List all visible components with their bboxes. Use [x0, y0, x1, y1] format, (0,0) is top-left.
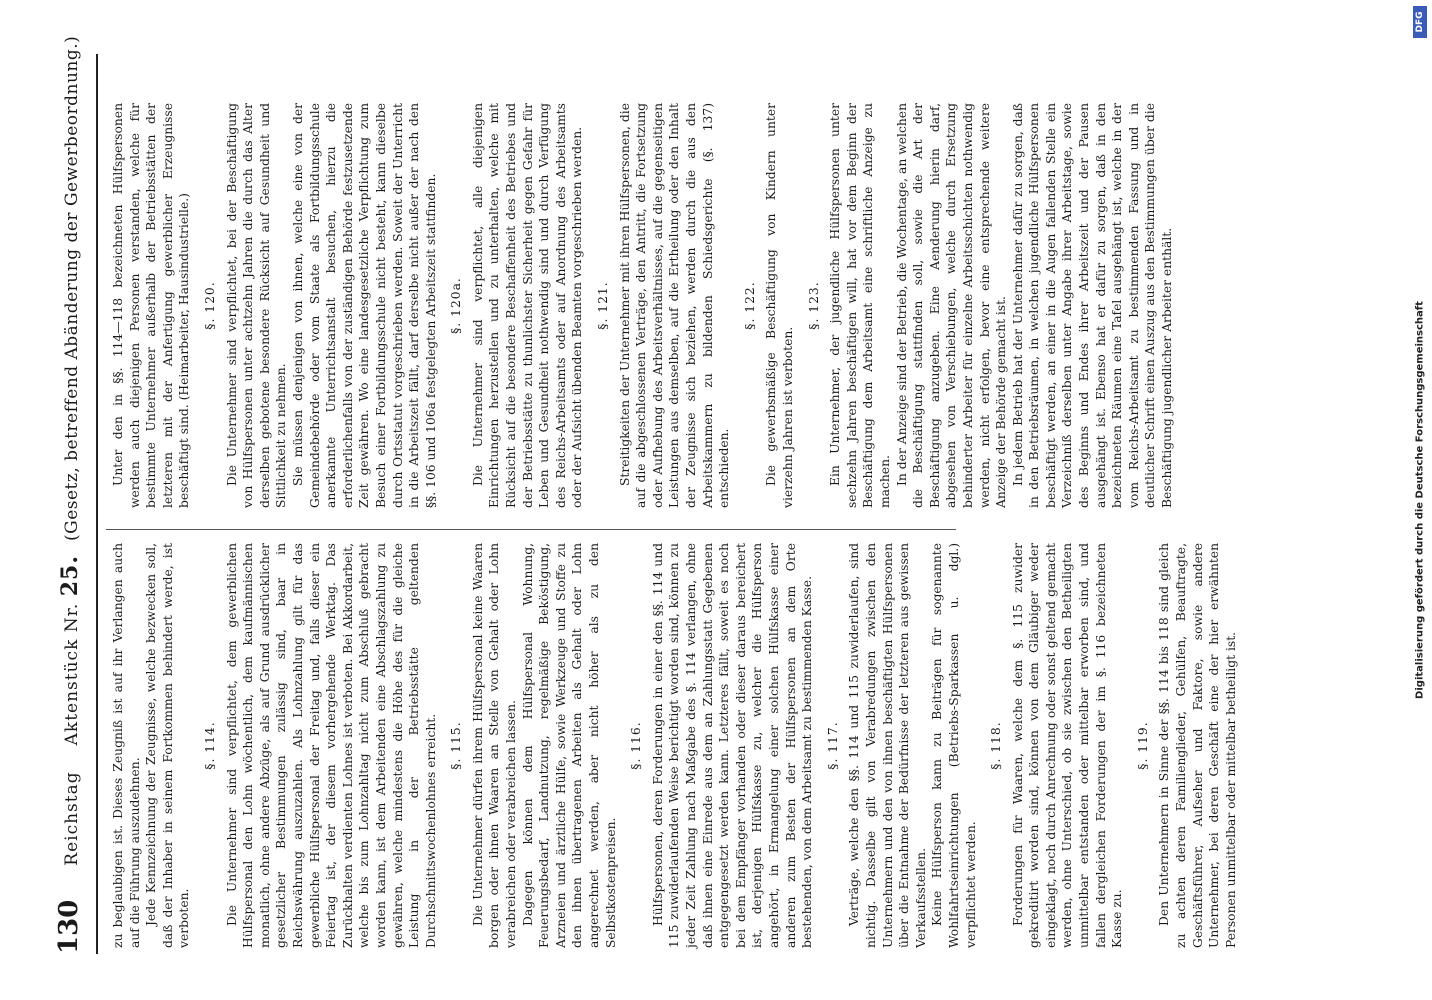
rotated-page	[26, 30, 1406, 970]
section-117-text-b: Keine Hülfsperson kann zu Beiträgen für sogenannte Wohlfahrtseinrichtungen (Betriebs-Sparkassen u. dgl.) verpflichtet werden.	[930, 543, 978, 948]
section-121-text: Streitigkeiten der Unternehmer mit ihren Hülfspersonen, die auf die abgeschlossenen Verträge, den Antritt, die Fortsetzung oder Aufhebung des Arbeitsverhältnisses, auf die gegenseitigen Leistungen aus demselben, auf die Ertheilung oder den Inhalt der Zeugnisse sich beziehen, werden durch die aus den Arbeitskammern zu bildenden Schiedsgerichte (§. 137) entschieden.	[617, 103, 732, 508]
section-heading-120: §. 120.	[202, 281, 217, 330]
section-heading-120a: §. 120a.	[449, 277, 464, 334]
section-heading-115: §. 115.	[449, 721, 464, 770]
section-120-text-b: Sie müssen denjenigen von ihnen, welche eine von der Gemeindebehörde oder vom Staate als Fortbildungsschule anerkannte Unterrichtsanstalt besuchen, hierzu die erforderlichenfalls von der zuständigen Behörde festzusetzende Zeit gewähren. Wo eine landesgesetzliche Verpflichtung zum Besuch einer Fortbildungsschule nicht besteht, kann dieselbe durch Ortsstatut vorgeschrieben werden. Soweit der Unterricht in die Arbeitszeit fällt, darf derselbe nicht außer der nach den §§. 106 und 106a festgelegten Arbeitszeit stattfinden.	[290, 103, 438, 508]
section-heading-122: §. 122.	[742, 281, 757, 330]
left-paragraph-1: zu beglaubigen ist. Dieses Zeugniß ist auf ihr Verlangen auch auf die Führung auszudehnen.	[111, 543, 142, 948]
column-divider	[106, 529, 956, 530]
section-116-text: Hülfspersonen, deren Forderungen in einer den §§. 114 und 115 zuwiderlaufenden Weise berichtigt worden sind, können zu jeder Zeit Zahlung nach Maßgabe des §. 114 verlangen, ohne daß ihnen eine Einrede aus dem an Zahlungsstatt Gegebenen entgegengesetzt werden kann. Letzteres fällt, soweit es noch bei dem Empfänger vorhanden oder dieser daraus bereichert ist, derjenigen Hülfskasse zu, welcher die Hülfsperson angehört, in Ermangelung einer solchen Hülfskasse einer anderen zum Besten der Hülfspersonen an dem Orte bestehenden, von dem Arbeitsamt zu bestimmenden Kasse.	[650, 543, 815, 948]
section-122-text: Die gewerbsmäßige Beschäftigung von Kindern unter vierzehn Jahren ist verboten.	[764, 103, 795, 508]
left-column	[110, 543, 1239, 948]
section-heading-117: §. 117.	[825, 721, 840, 770]
right-column	[110, 103, 1176, 508]
dfg-logo	[1413, 6, 1427, 38]
section-114-text: Die Unternehmer sind verpflichtet, dem gewerblichen Hülfspersonal den Lohn wöchentlich, dem kaufmännischen monatlich, ohne andere Abzüge, als auf Grund ausdrücklicher gesetzlicher Bestimmungen zulässig sind, baar in Reichswährung auszuzahlen. Als Lohnzahlung gilt für das gewerbliche Hülfspersonal der Freitag und, falls dieser ein Feiertag ist, der diesem vorhergehende Werktag. Das Zurückhalten verdienten Lohnes ist verboten. Bei Akkordarbeit, welche bis zum Lohnzahltag nicht zum Abschluß gebracht worden kann, ist dem Arbeitenden eine Abschlagszahlung zu gewähren, welche mindestens die Höhe des für die gleiche Leistung in der Betriebsstätte geltenden Durchschnittswochenlohnes erreicht.	[224, 543, 438, 948]
section-heading-118: §. 118.	[989, 721, 1004, 770]
section-115-text-a: Die Unternehmer dürfen ihrem Hülfspersonal keine Waaren borgen oder ihnen Waaren an Stelle von Gehalt oder Lohn verabreichen oder verabreichen lassen.	[470, 543, 519, 948]
section-119-text: Den Unternehmern in Sinne der §§. 114 bis 118 sind gleich zu achten deren Familienglieder, Gehülfen, Beauftragte, Geschäftsführer, Aufseher und Faktore, sowie andere Unternehmer, bei deren Geschäft eine der hier erwähnten Personen unmittelbar oder mittelbar betheiligt ist.	[1157, 543, 1238, 948]
document-label	[57, 555, 83, 745]
law-title: (Gesetz, betreffend Abänderung der Gewerbeordnung.)	[62, 35, 82, 541]
section-115-text-b: Dagegen können dem Hülfspersonal Wohnung, Feuerungsbedarf, Landnutzung, regelmäßige Beköstigung, Arzneien und ärztliche Hülfe, sowie Werkzeuge und Stoffe zu den ihnen übertragenen Arbeiten als Gehalt oder Lohn angerechnet werden, aber nicht höher als zu den Selbstkostenpreisen.	[520, 543, 618, 948]
section-118-text: Forderungen für Waaren, welche dem §. 115 zuwider gekreditirt worden sind, können von dem Gläubiger weder eingeklagt, noch durch Anrechnung oder sonst geltend gemacht werden, ohne Unterschied, ob sie zwischen den Betheiligten unmittelbar entstanden oder mittelbar erworben sind, und fallen dergleichen Forderungen der im §. 116 bezeichneten Kasse zu.	[1010, 543, 1125, 948]
section-120a-text: Die Unternehmer sind verpflichtet, alle diejenigen Einrichtungen herzustellen und zu unterhalten, welche mit Rücksicht auf die besondere Beschaffenheit des Betriebes und der Betriebsstätte zu thunlichster Sicherheit gegen Gefahr für Leben und Gesundheit nothwendig sind und durch Verfügung des Reichs-Arbeitsamts oder auf Anordnung des Arbeitsamts oder der Aufsicht übenden Beamten vorgeschrieben werden.	[470, 103, 585, 508]
right-paragraph-1: Unter den in §§. 114—118 bezeichneten Hülfspersonen werden auch diejenigen Personen verstanden, welche für bestimmte Unternehmer außerhalb der Betriebsstätten der letzteren mit der Anfertigung gewerblicher Erzeugnisse beschäftigt sind. (Heimarbeiter, Hausindustrielle.)	[111, 103, 192, 508]
document-label-text: Aktenstück Nr.	[62, 602, 82, 746]
running-title: Reichstag	[62, 771, 82, 866]
left-paragraph-2: Jede Kennzeichnung der Zeugnisse, welche bezwecken soll, daß der Inhaber in seinem Fortkommen behindert werde, ist verboten.	[144, 543, 192, 948]
header-rule	[96, 54, 98, 954]
section-117-text-a: Verträge, welche den §§. 114 und 115 zuwiderlaufen, sind nichtig. Dasselbe gilt von Verabredungen zwischen den Unternehmern und den von ihnen beschäftigten Hülfspersonen über die Entnahme der Bedürfnisse der letzteren aus gewissen Verkaufsstellen.	[847, 543, 928, 948]
section-heading-123: §. 123.	[806, 281, 821, 330]
section-120-text-a: Die Unternehmer sind verpflichtet, bei der Beschäftigung von Hülfspersonen unter achtzehn Jahren die durch das Alter derselben gebotene besondere Rücksicht auf Gesundheit und Sittlichkeit zu nehmen.	[224, 103, 289, 508]
section-123-text-c: In jedem Betrieb hat der Unternehmer dafür zu sorgen, daß in den Betriebsräumen, in welchen jugendliche Hülfspersonen beschäftigt werden, an einer in die Augen fallenden Stelle ein Verzeichniß derselben unter Angabe ihrer Arbeitstage, sowie des Beginns und Endes ihrer Arbeitszeit und der Pausen ausgehängt ist. Ebenso hat er dafür zu sorgen, daß in den bezeichneten Räumen eine Tafel ausgehängt ist, welche in der vom Reichs-Arbeitsamt zu bestimmenden Fassung und in deutlicher Schrift einen Auszug aus den Bestimmungen über die Beschäftigung jugendlicher Arbeiter enthält.	[1010, 103, 1175, 508]
section-heading-121: §. 121.	[596, 281, 611, 330]
section-123-text-b: In der Anzeige sind der Betrieb, die Wochentage, an welchen die Beschäftigung stattfinden soll, sowie die Art der Beschäftigung anzugeben. Eine Aenderung hierin darf, abgesehen von Verschiebungen, welche durch Ersetzung behinderter Arbeiter für einzelne Arbeitsschichten nothwendig werden, nicht erfolgen, bevor eine entsprechende weitere Anzeige der Behörde gemacht ist.	[894, 103, 1009, 508]
page-number: 130	[54, 899, 84, 954]
section-heading-114: §. 114.	[202, 721, 217, 770]
digitization-credit	[1410, 0, 1430, 1000]
section-heading-119: §. 119.	[1135, 721, 1150, 770]
dfg-logo-text: DFG	[1415, 11, 1425, 33]
document-number: 25.	[57, 555, 83, 597]
digitization-credit-text: Digitalisierung gefördert durch die Deutsche Forschungsgemeinschaft	[1414, 301, 1426, 699]
section-123-text-a: Ein Unternehmer, der jugendliche Hülfspersonen unter sechzehn Jahren beschäftigen will, hat vor dem Beginn der Beschäftigung dem Arbeitsamt eine schriftliche Anzeige zu machen.	[828, 103, 892, 508]
section-heading-116: §. 116.	[629, 721, 644, 770]
page-header	[54, 35, 88, 954]
